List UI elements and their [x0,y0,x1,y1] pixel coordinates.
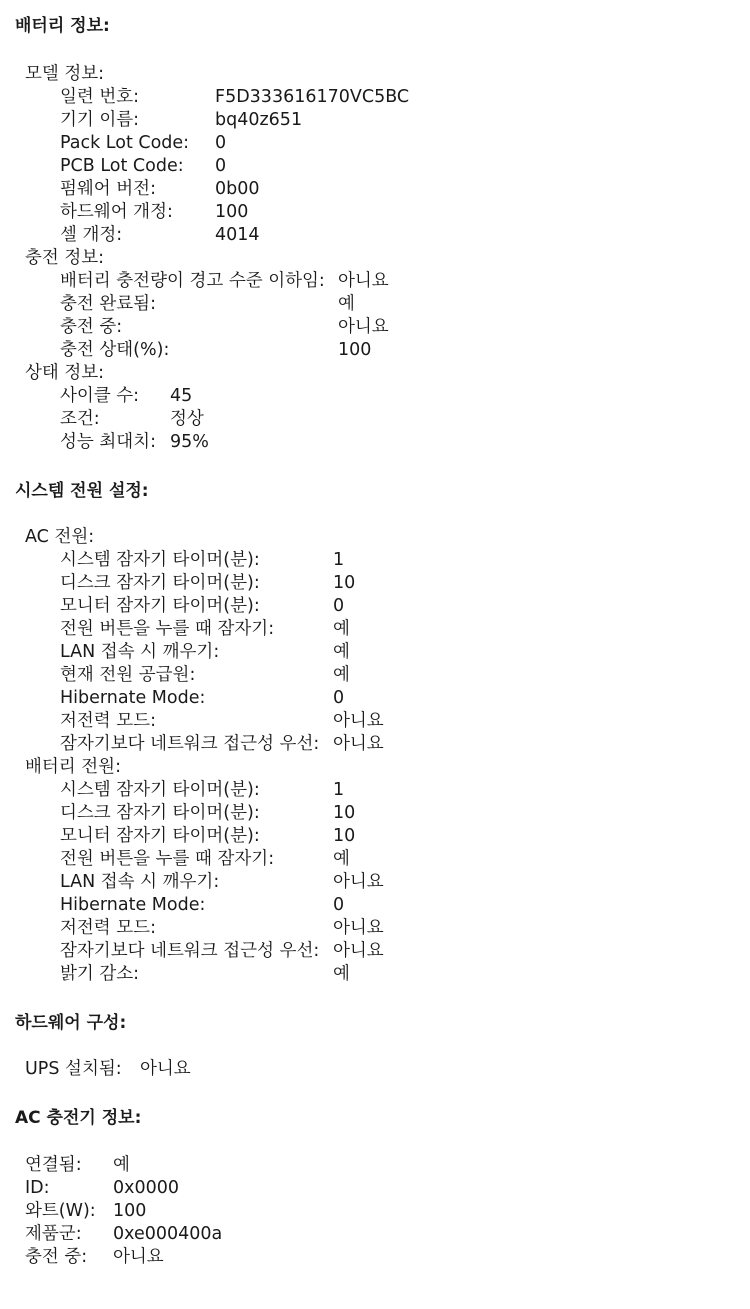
info-value: 1 [333,550,345,570]
info-key: UPS 설치됨: [25,1059,122,1079]
info-value: 0 [333,688,345,708]
info-value: 0 [333,596,345,616]
info-key: 하드웨어 개정: [60,202,173,222]
info-value: 예 [333,619,350,639]
charge-info-label: 충전 정보: [25,248,105,268]
info-value: 아니요 [113,1247,164,1267]
info-key: 디스크 잠자기 타이머(분): [60,803,260,823]
info-key: ID: [25,1178,50,1198]
battery-power-label: 배터리 전원: [25,757,121,777]
info-value: 0 [215,156,227,176]
info-value: 아니요 [338,271,389,291]
info-key: 제품군: [25,1224,82,1244]
info-key: 셀 개정: [60,225,123,245]
info-key: 충전 상태(%): [60,340,170,360]
info-value: 0 [215,133,227,153]
info-key: 디스크 잠자기 타이머(분): [60,573,260,593]
info-value: 예 [333,849,350,869]
hardware-config-heading: 하드웨어 구성: [15,1013,127,1033]
info-key: 일련 번호: [60,87,140,107]
info-key: 펌웨어 버전: [60,179,156,199]
info-key: 전원 버튼을 누를 때 잠자기: [60,849,275,869]
info-value: 0 [333,895,345,915]
info-key: LAN 접속 시 깨우기: [60,872,220,892]
info-value: 95% [170,432,209,452]
info-key: 현재 전원 공급원: [60,665,196,685]
info-value: 예 [338,294,355,314]
info-key: 충전 중: [25,1247,88,1267]
info-value: 4014 [215,225,260,245]
info-value: 아니요 [333,941,384,961]
battery-info-heading: 배터리 정보: [15,16,110,36]
info-value: 100 [215,202,249,222]
info-value: 0x0000 [113,1178,180,1198]
info-value: 10 [333,573,356,593]
info-key: 충전 완료됨: [60,294,156,314]
info-value: 아니요 [338,317,389,337]
info-key: 시스템 잠자기 타이머(분): [60,780,260,800]
info-key: 기기 이름: [60,110,140,130]
info-value: 100 [338,340,372,360]
health-info-label: 상태 정보: [25,363,105,383]
ac-power-label: AC 전원: [25,527,95,547]
power-settings-heading: 시스템 전원 설정: [15,481,149,501]
info-key: 모니터 잠자기 타이머(분): [60,826,260,846]
info-key: PCB Lot Code: [60,156,184,176]
info-key: 전원 버튼을 누를 때 잠자기: [60,619,275,639]
info-key: 조건: [60,409,100,429]
info-key: 시스템 잠자기 타이머(분): [60,550,260,570]
info-key: 잠자기보다 네트워크 접근성 우선: [60,941,320,961]
info-value: 45 [170,386,193,406]
info-value: 예 [113,1155,130,1175]
info-key: 저전력 모드: [60,918,156,938]
info-key: 와트(W): [25,1201,96,1221]
info-key: 저전력 모드: [60,711,156,731]
info-key: Hibernate Mode: [60,688,206,708]
info-value: 0b00 [215,179,260,199]
info-key: 잠자기보다 네트워크 접근성 우선: [60,734,320,754]
info-value: 예 [333,964,350,984]
info-value: 아니요 [333,734,384,754]
info-key: 배터리 충전량이 경고 수준 이하임: [60,271,325,291]
info-key: 충전 중: [60,317,123,337]
info-key: 모니터 잠자기 타이머(분): [60,596,260,616]
info-value: 예 [333,642,350,662]
info-value: 예 [333,665,350,685]
info-value: 아니요 [333,872,384,892]
info-key: LAN 접속 시 깨우기: [60,642,220,662]
info-value: 아니요 [333,918,384,938]
info-value: F5D333616170VC5BC [215,87,410,107]
info-key: 밝기 감소: [60,964,140,984]
info-value: 0xe000400a [113,1224,223,1244]
info-key: 연결됨: [25,1155,82,1175]
info-value: 아니요 [333,711,384,731]
info-value: 정상 [170,409,204,429]
info-value: bq40z651 [215,110,303,130]
info-value: 100 [113,1201,147,1221]
info-value: 10 [333,803,356,823]
info-key: 사이클 수: [60,386,140,406]
info-value: 10 [333,826,356,846]
info-value: 아니요 [140,1059,191,1079]
model-info-label: 모델 정보: [25,64,105,84]
info-value: 1 [333,780,345,800]
ac-charger-heading: AC 충전기 정보: [15,1108,142,1128]
info-key: 성능 최대치: [60,432,156,452]
info-key: Hibernate Mode: [60,895,206,915]
info-key: Pack Lot Code: [60,133,190,153]
